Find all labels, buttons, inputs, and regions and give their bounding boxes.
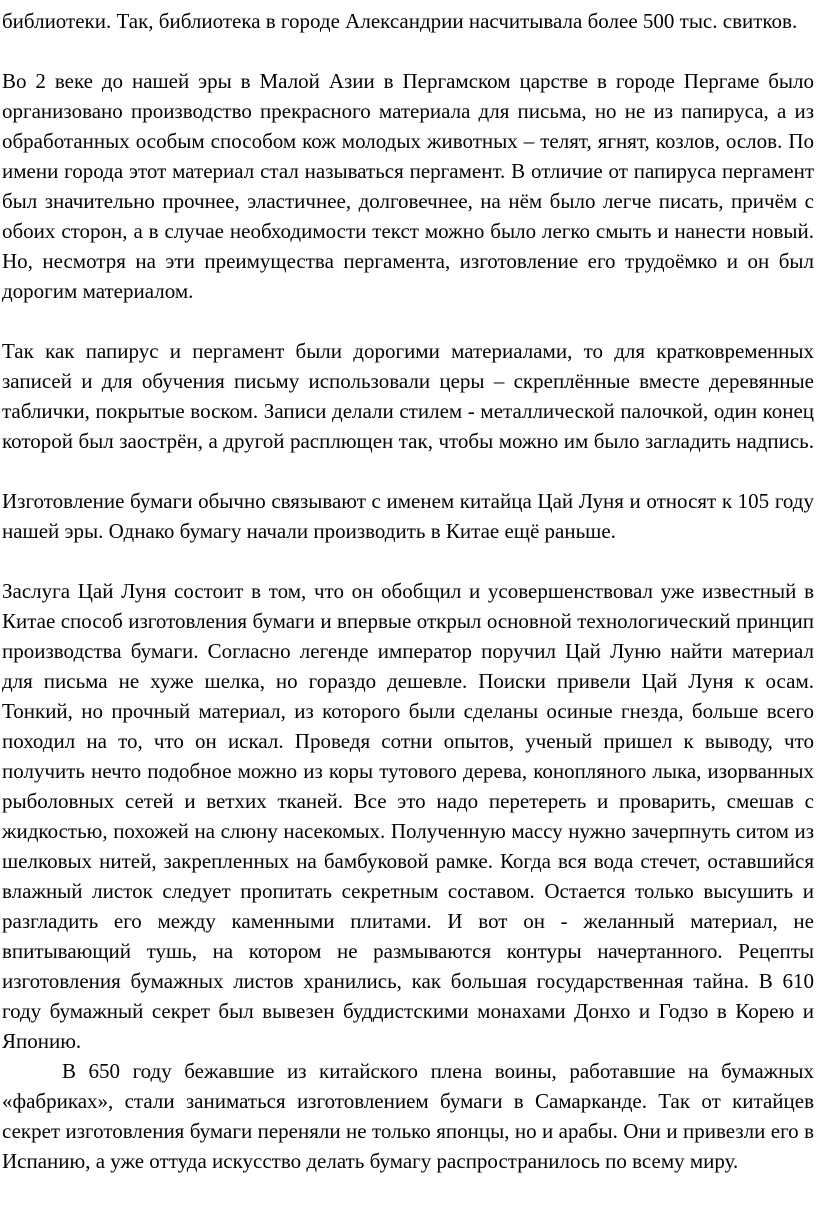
paragraph-gap — [2, 306, 814, 336]
paragraph-paper-spread: В 650 году бежавшие из китайского плена воины, работавшие на бумажных «фабриках», стали заниматься изготовлением бумаги в Самарканде. Так от китайцев секрет изготовления бумаги переняли не только японцы, но и арабы. Они и привезли его в Испанию, а уже оттуда искусство делать бумагу распространилось по всему миру. — [2, 1059, 814, 1173]
paragraph-gap — [2, 456, 814, 486]
paragraph-paper-origin: Изготовление бумаги обычно связывают с именем китайца Цай Луня и относят к 105 году нашей эры. Однако бумагу начали производить в Китае ещё раньше. — [2, 489, 814, 543]
paragraph-wax-tablets: Так как папирус и пергамент были дорогими материалами, то для кратковременных записей и для обучения письму использовали церы – скреплённые вместе деревянные таблички, покрытые воском. Записи делали стилем - металлической палочкой, один конец которой был заострён, а другой расплющен так, чтобы можно им было загладить надпись. — [2, 339, 814, 453]
paragraph-gap — [2, 36, 814, 66]
paragraph-libraries: библиотеки. Так, библиотека в городе Александрии насчитывала более 500 тыс. свитков. — [2, 9, 798, 33]
paragraph-cai-lun: Заслуга Цай Луня состоит в том, что он обобщил и усовершенствовал уже известный в Китае способ изготовления бумаги и впервые открыл основной технологический принцип производства бумаги. Согласно легенде император поручил Цай Луню найти материал для письма не хуже шелка, но гораздо дешевле. Поиски привели Цай Луня к осам. Тонкий, но прочный материал, из которого были сделаны осиные гнезда, больше всего походил на то, что он искал. Проведя сотни опытов, ученый пришел к выводу, что получить нечто подобное можно из коры тутового дерева, конопляного лыка, изорванных рыболовных сетей и ветхих тканей. Все это надо перетереть и проварить, смешав с жидкостью, похожей на слюну насекомых. Полученную массу нужно зачерпнуть ситом из шелковых нитей, закрепленных на бамбуковой рамке. Когда вся вода стечет, оставшийся влажный листок следует пропитать секретным составом. Остается только высушить и разгладить его между каменными плитами. И вот он - желанный материал, не впитывающий тушь, на котором не размываются контуры начертанного. Рецепты изготовления бумажных листов хранились, как большая государственная тайна. В 610 году бумажный секрет был вывезен буддистскими монахами Донхо и Годзо в Корею и Японию. — [2, 579, 814, 1053]
paragraph-parchment: Во 2 веке до нашей эры в Малой Азии в Пергамском царстве в городе Пергаме было организовано производство прекрасного материала для письма, но не из папируса, а из обработанных особым способом кож молодых животных – телят, ягнят, козлов, ослов. По имени города этот материал стал называться пергамент. В отличие от папируса пергамент был значительно прочнее, эластичнее, долговечнее, на нём было легче писать, причём с обоих сторон, а в случае необходимости текст можно было легко смыть и нанести новый. Но, несмотря на эти преимущества пергамента, изготовление его трудоёмко и он был дорогим материалом. — [2, 69, 814, 303]
paragraph-gap — [2, 546, 814, 576]
